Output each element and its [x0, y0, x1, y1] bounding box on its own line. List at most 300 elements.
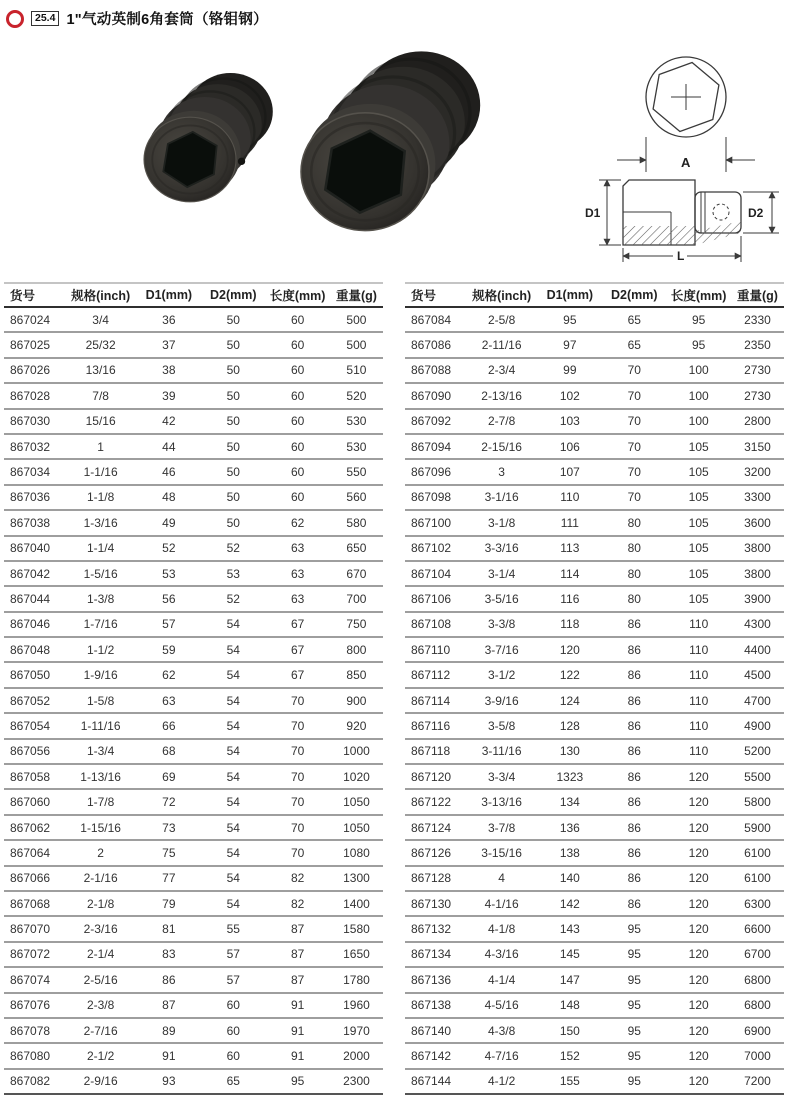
table-cell: 70	[602, 485, 666, 510]
table-cell: 65	[602, 332, 666, 357]
table-cell: 120	[666, 815, 730, 840]
col-header-spec: 规格(inch)	[466, 283, 538, 307]
table-row	[4, 789, 383, 814]
table-cell: 1650	[330, 942, 383, 967]
table-cell: 520	[330, 383, 383, 408]
table-row	[405, 789, 784, 814]
table-cell: 50	[201, 358, 265, 383]
table-row	[405, 764, 784, 789]
table-cell: 54	[201, 840, 265, 865]
table-cell: 510	[330, 358, 383, 383]
table-cell: 2730	[731, 383, 784, 408]
table-cell: 867088	[405, 358, 466, 383]
table-cell: 867086	[405, 332, 466, 357]
table-cell: 3-7/16	[466, 637, 538, 662]
table-cell: 50	[201, 307, 265, 332]
table-cell: 2000	[330, 1043, 383, 1068]
table-cell: 1-1/2	[65, 637, 137, 662]
table-cell: 867054	[4, 713, 65, 738]
table-cell: 105	[666, 459, 730, 484]
table-cell: 72	[137, 789, 201, 814]
table-cell: 867104	[405, 561, 466, 586]
table-cell: 3-3/4	[466, 764, 538, 789]
table-cell: 86	[602, 713, 666, 738]
col-header-length: 长度(mm)	[265, 283, 329, 307]
table-cell: 60	[201, 993, 265, 1018]
table-cell: 1-1/16	[65, 459, 137, 484]
table-cell: 86	[602, 739, 666, 764]
table-cell: 6600	[731, 916, 784, 941]
table-cell: 1080	[330, 840, 383, 865]
table-cell: 60	[265, 358, 329, 383]
table-row	[4, 942, 383, 967]
table-row	[4, 358, 383, 383]
table-cell: 867062	[4, 815, 65, 840]
table-cell: 50	[201, 332, 265, 357]
table-row	[4, 434, 383, 459]
table-cell: 1-9/16	[65, 662, 137, 687]
table-cell: 120	[666, 993, 730, 1018]
table-cell: 4500	[731, 662, 784, 687]
table-cell: 82	[265, 866, 329, 891]
table-cell: 70	[265, 840, 329, 865]
table-cell: 2330	[731, 307, 784, 332]
table-cell: 54	[201, 891, 265, 916]
table-cell: 4300	[731, 612, 784, 637]
table-cell: 867112	[405, 662, 466, 687]
page-title: 1"气动英制6角套筒（铬钼钢）	[66, 12, 268, 28]
table-cell: 4-3/16	[466, 942, 538, 967]
table-cell: 120	[688, 1074, 709, 1089]
table-cell: 110	[666, 637, 730, 662]
col-header-item-no: 货号	[4, 283, 65, 307]
table-cell: 60	[265, 307, 329, 332]
table-cell: 867024	[4, 307, 65, 332]
spec-table-right	[405, 282, 784, 1095]
table-cell: 3-1/2	[466, 662, 538, 687]
table-cell: 42	[137, 409, 201, 434]
table-cell: 2-1/16	[65, 866, 137, 891]
table-cell: 2-5/8	[466, 307, 538, 332]
table-row	[4, 993, 383, 1018]
table-cell: 3-11/16	[466, 739, 538, 764]
table-row	[405, 536, 784, 561]
table-cell: 75	[137, 840, 201, 865]
col-header-spec: 规格(inch)	[65, 283, 137, 307]
table-cell: 80	[602, 510, 666, 535]
table-cell: 3-5/8	[466, 713, 538, 738]
table-cell: 560	[330, 485, 383, 510]
table-cell: 54	[201, 662, 265, 687]
table-cell: 3-7/8	[466, 815, 538, 840]
table-row	[405, 662, 784, 687]
table-cell: 2-3/4	[466, 358, 538, 383]
table-cell: 867108	[405, 612, 466, 637]
table-cell: 867032	[4, 434, 65, 459]
table-cell: 867072	[4, 942, 65, 967]
table-cell: 6800	[731, 993, 784, 1018]
table-row	[4, 1043, 383, 1068]
table-cell: 3/4	[65, 307, 137, 332]
table-cell: 50	[201, 459, 265, 484]
table-row	[405, 688, 784, 713]
table-cell: 867096	[405, 459, 466, 484]
table-cell: 66	[137, 713, 201, 738]
table-cell: 867102	[405, 536, 466, 561]
table-row	[405, 916, 784, 941]
table-cell: 3-15/16	[466, 840, 538, 865]
table-cell: 750	[330, 612, 383, 637]
table-cell: 86	[602, 815, 666, 840]
table-cell: 87	[265, 942, 329, 967]
table-row	[405, 383, 784, 408]
table-cell: 500	[330, 332, 383, 357]
table-cell: 867114	[405, 688, 466, 713]
table-cell: 6100	[731, 866, 784, 891]
table-cell: 4-3/8	[466, 1018, 538, 1043]
table-cell: 1-7/16	[65, 612, 137, 637]
table-cell: 867048	[4, 637, 65, 662]
table-cell: 95	[666, 307, 730, 332]
col-header-d1: D1(mm)	[538, 283, 602, 307]
table-cell: 2730	[731, 358, 784, 383]
table-cell: 67	[265, 637, 329, 662]
table-cell: 3-1/16	[466, 485, 538, 510]
table-cell: 2-1/8	[65, 891, 137, 916]
table-row	[4, 510, 383, 535]
table-cell: 86	[602, 637, 666, 662]
table-cell: 867064	[4, 840, 65, 865]
table-cell: 2-1/4	[65, 942, 137, 967]
table-cell: 91	[265, 993, 329, 1018]
table-cell: 867025	[4, 332, 65, 357]
table-row	[405, 993, 784, 1018]
table-cell: 82	[265, 891, 329, 916]
table-cell: 86	[602, 840, 666, 865]
table-cell: 65	[226, 1074, 240, 1089]
table-row	[405, 637, 784, 662]
table-cell: 6900	[731, 1018, 784, 1043]
table-cell: 120	[666, 866, 730, 891]
table-cell: 70	[602, 459, 666, 484]
table-cell: 120	[666, 967, 730, 992]
table-cell: 60	[265, 383, 329, 408]
table-cell: 95	[602, 1043, 666, 1068]
table-cell: 867132	[405, 916, 466, 941]
table-cell: 6800	[731, 967, 784, 992]
table-cell: 5800	[731, 789, 784, 814]
table-cell: 3600	[731, 510, 784, 535]
table-cell: 91	[265, 1043, 329, 1068]
table-cell: 650	[330, 536, 383, 561]
table-cell: 80	[602, 561, 666, 586]
table-cell: 867116	[405, 713, 466, 738]
table-cell: 670	[330, 561, 383, 586]
table-cell: 95	[666, 332, 730, 357]
table-cell: 50	[201, 434, 265, 459]
table-cell: 2-1/2	[65, 1043, 137, 1068]
table-cell: 54	[201, 688, 265, 713]
socket-side-view	[599, 180, 779, 262]
table-cell: 50	[201, 409, 265, 434]
table-cell: 54	[201, 739, 265, 764]
red-ring-icon	[6, 10, 24, 28]
table-cell: 1	[65, 434, 137, 459]
table-cell: 3800	[731, 561, 784, 586]
table-cell: 110	[666, 739, 730, 764]
table-cell: 1050	[330, 789, 383, 814]
table-cell: 91	[265, 1018, 329, 1043]
table-cell: 95	[538, 307, 602, 332]
table-cell: 95	[602, 967, 666, 992]
table-row	[405, 409, 784, 434]
table-cell: 113	[538, 536, 602, 561]
table-cell: 3-13/16	[466, 789, 538, 814]
table-row	[405, 561, 784, 586]
table-cell: 60	[265, 459, 329, 484]
table-cell: 1323	[538, 764, 602, 789]
table-cell: 920	[330, 713, 383, 738]
table-cell: 52	[201, 586, 265, 611]
table-row	[405, 815, 784, 840]
table-cell: 55	[201, 916, 265, 941]
table-cell: 56	[137, 586, 201, 611]
table-cell: 120	[666, 840, 730, 865]
table-cell: 60	[201, 1043, 265, 1068]
col-header-weight: 重量(g)	[330, 283, 383, 307]
table-cell: 60	[265, 332, 329, 357]
table-cell: 49	[137, 510, 201, 535]
table-cell: 105	[666, 434, 730, 459]
table-cell: 867136	[405, 967, 466, 992]
table-cell: 68	[137, 739, 201, 764]
table-cell: 867092	[405, 409, 466, 434]
table-cell: 122	[538, 662, 602, 687]
table-cell: 86	[602, 789, 666, 814]
table-cell: 93	[162, 1074, 176, 1089]
table-cell: 86	[602, 891, 666, 916]
table-cell: 2-15/16	[466, 434, 538, 459]
table-cell: 105	[666, 586, 730, 611]
table-cell: 54	[201, 637, 265, 662]
table-cell: 867074	[4, 967, 65, 992]
table-row	[405, 358, 784, 383]
table-cell: 86	[137, 967, 201, 992]
table-cell: 63	[265, 536, 329, 561]
table-cell: 53	[137, 561, 201, 586]
table-row	[4, 662, 383, 687]
table-header-row	[405, 283, 784, 307]
spec-table-left	[4, 282, 383, 1095]
table-row	[4, 891, 383, 916]
table-cell: 1580	[330, 916, 383, 941]
table-cell: 110	[538, 485, 602, 510]
table-cell: 102	[538, 383, 602, 408]
table-row	[4, 307, 383, 332]
table-cell: 87	[137, 993, 201, 1018]
table-cell: 67	[265, 662, 329, 687]
table-row	[4, 536, 383, 561]
table-row	[4, 561, 383, 586]
table-cell: 867124	[405, 815, 466, 840]
table-row	[405, 485, 784, 510]
table-cell: 120	[666, 1018, 730, 1043]
table-row	[4, 967, 383, 992]
table-cell: 867056	[4, 739, 65, 764]
table-cell: 70	[265, 739, 329, 764]
table-cell: 105	[666, 561, 730, 586]
table-cell: 1-11/16	[65, 713, 137, 738]
table-cell: 867052	[4, 688, 65, 713]
table-cell: 4-1/16	[466, 891, 538, 916]
table-cell: 120	[666, 942, 730, 967]
table-cell: 850	[330, 662, 383, 687]
table-cell: 867142	[405, 1043, 466, 1068]
table-cell: 120	[666, 789, 730, 814]
table-cell: 2-11/16	[466, 332, 538, 357]
table-cell: 867138	[405, 993, 466, 1018]
table-cell: 70	[265, 764, 329, 789]
table-cell: 60	[265, 409, 329, 434]
table-cell: 128	[538, 713, 602, 738]
table-cell: 99	[538, 358, 602, 383]
table-cell: 70	[602, 434, 666, 459]
table-cell: 1-13/16	[65, 764, 137, 789]
table-cell: 100	[666, 383, 730, 408]
page-header	[6, 8, 268, 29]
table-cell: 48	[137, 485, 201, 510]
table-cell: 867068	[4, 891, 65, 916]
table-row	[4, 764, 383, 789]
table-cell: 1-3/4	[65, 739, 137, 764]
table-cell: 3800	[731, 536, 784, 561]
table-cell: 2-9/16	[83, 1074, 118, 1089]
dim-label-a: A	[681, 155, 691, 170]
table-row	[405, 1069, 784, 1094]
table-cell: 3-9/16	[466, 688, 538, 713]
table-cell: 1050	[330, 815, 383, 840]
table-cell: 4-1/2	[487, 1074, 516, 1089]
table-cell: 867130	[405, 891, 466, 916]
table-cell: 105	[666, 510, 730, 535]
table-cell: 867076	[4, 993, 65, 1018]
table-cell: 70	[265, 789, 329, 814]
table-cell: 550	[330, 459, 383, 484]
table-cell: 867066	[4, 866, 65, 891]
table-cell: 5500	[731, 764, 784, 789]
table-cell: 7200	[744, 1074, 771, 1089]
table-cell: 867106	[405, 586, 466, 611]
table-row	[4, 409, 383, 434]
table-cell: 152	[538, 1043, 602, 1068]
table-cell: 867082	[10, 1074, 51, 1089]
table-cell: 91	[137, 1043, 201, 1068]
table-cell: 1960	[330, 993, 383, 1018]
table-row	[4, 459, 383, 484]
table-cell: 867070	[4, 916, 65, 941]
table-cell: 2800	[731, 409, 784, 434]
table-cell: 73	[137, 815, 201, 840]
table-cell: 111	[538, 510, 602, 535]
table-cell: 867030	[4, 409, 65, 434]
table-cell: 7000	[731, 1043, 784, 1068]
table-row	[405, 434, 784, 459]
table-row	[405, 307, 784, 332]
table-cell: 70	[602, 358, 666, 383]
table-cell: 142	[538, 891, 602, 916]
table-cell: 110	[666, 713, 730, 738]
table-row	[4, 916, 383, 941]
table-cell: 70	[602, 383, 666, 408]
table-cell: 50	[201, 383, 265, 408]
table-cell: 60	[201, 1018, 265, 1043]
table-cell: 6100	[731, 840, 784, 865]
table-cell: 1-3/16	[65, 510, 137, 535]
table-cell: 124	[538, 688, 602, 713]
table-cell: 867042	[4, 561, 65, 586]
spec-tables	[4, 282, 784, 1095]
table-cell: 57	[201, 942, 265, 967]
table-cell: 2300	[343, 1074, 370, 1089]
table-cell: 70	[265, 815, 329, 840]
table-cell: 95	[602, 942, 666, 967]
table-cell: 50	[201, 510, 265, 535]
table-row	[405, 942, 784, 967]
table-cell: 1020	[330, 764, 383, 789]
table-cell: 105	[666, 485, 730, 510]
table-cell: 107	[538, 459, 602, 484]
table-cell: 53	[201, 561, 265, 586]
table-cell: 1780	[330, 967, 383, 992]
table-cell: 110	[666, 662, 730, 687]
table-cell: 4900	[731, 713, 784, 738]
table-cell: 800	[330, 637, 383, 662]
table-cell: 155	[559, 1074, 580, 1089]
table-row	[405, 510, 784, 535]
table-row	[405, 332, 784, 357]
table-cell: 37	[137, 332, 201, 357]
table-cell: 867144	[411, 1074, 452, 1089]
table-cell: 1-1/4	[65, 536, 137, 561]
table-cell: 867098	[405, 485, 466, 510]
table-row	[4, 485, 383, 510]
table-cell: 5900	[731, 815, 784, 840]
table-cell: 59	[137, 637, 201, 662]
table-cell: 87	[265, 916, 329, 941]
table-cell: 867084	[405, 307, 466, 332]
table-cell: 1-3/8	[65, 586, 137, 611]
table-cell: 130	[538, 739, 602, 764]
table-cell: 4400	[731, 637, 784, 662]
table-cell: 57	[201, 967, 265, 992]
table-cell: 500	[330, 307, 383, 332]
table-cell: 867060	[4, 789, 65, 814]
table-cell: 105	[666, 536, 730, 561]
table-cell: 110	[666, 612, 730, 637]
table-cell: 700	[330, 586, 383, 611]
drive-size-badge: 25.4	[31, 11, 59, 26]
table-cell: 2-7/16	[65, 1018, 137, 1043]
table-cell: 867036	[4, 485, 65, 510]
table-cell: 77	[137, 866, 201, 891]
table-row	[405, 612, 784, 637]
large-socket-image	[301, 51, 480, 230]
table-cell: 867080	[4, 1043, 65, 1068]
table-cell: 44	[137, 434, 201, 459]
table-row	[405, 459, 784, 484]
table-cell: 79	[137, 891, 201, 916]
table-cell: 867044	[4, 586, 65, 611]
